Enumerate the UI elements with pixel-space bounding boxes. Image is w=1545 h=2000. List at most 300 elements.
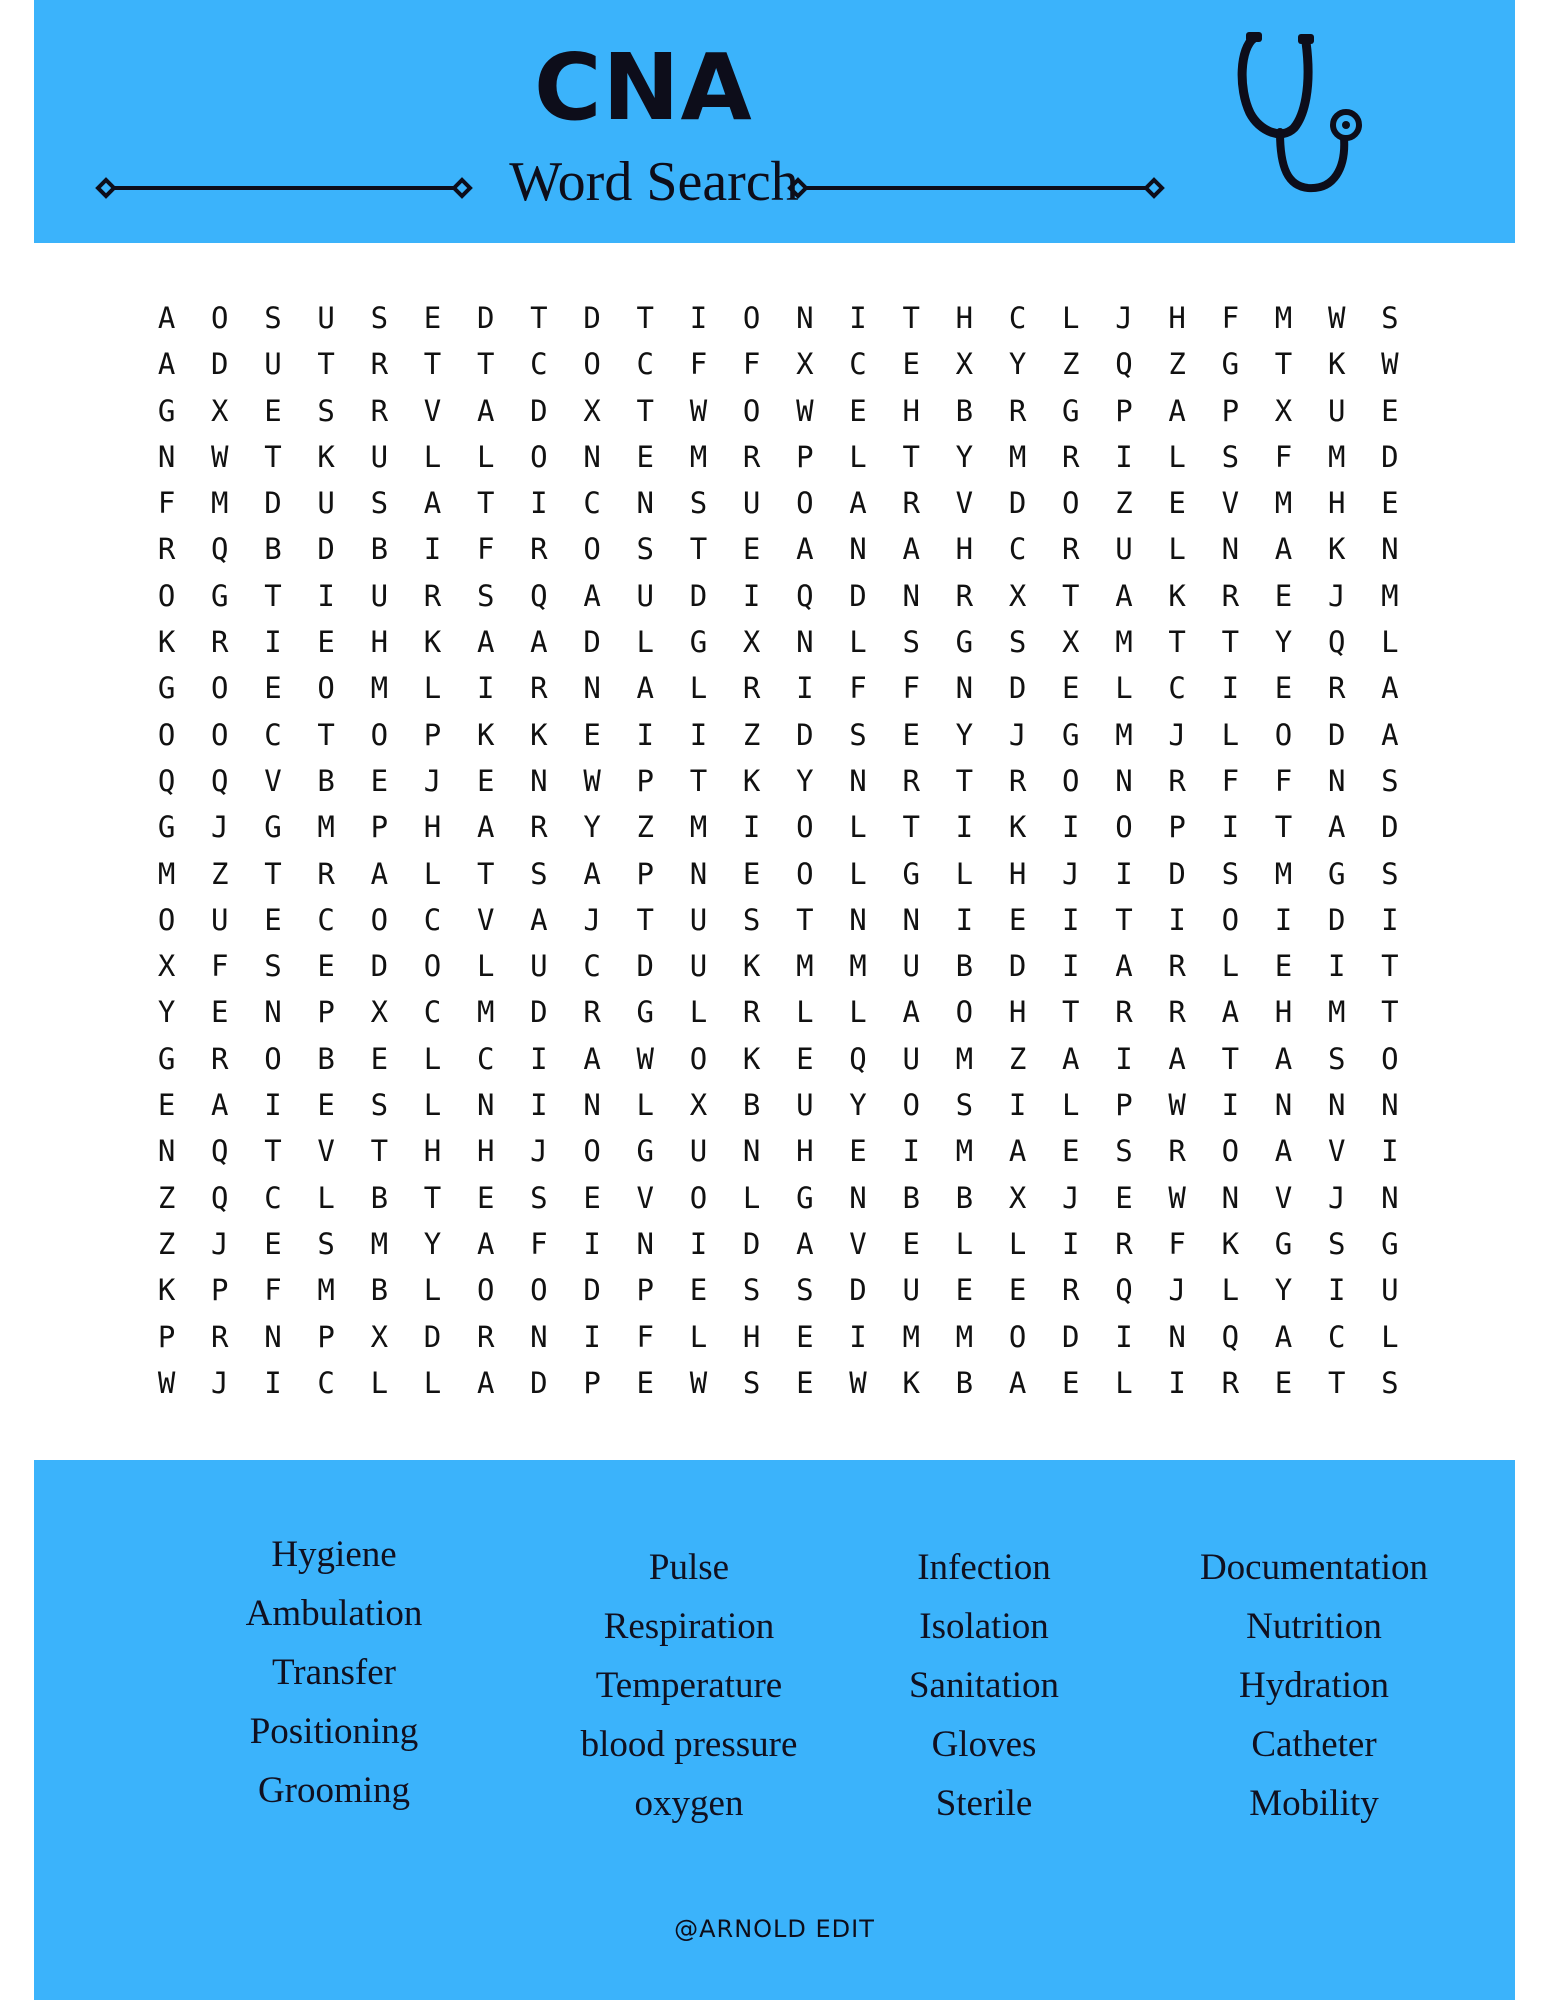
grid-letter: O	[1062, 763, 1080, 798]
grid-letter: N	[530, 763, 548, 798]
grid-letter: L	[1115, 671, 1133, 706]
grid-letter: G	[211, 578, 229, 613]
grid-letter: A	[636, 671, 655, 706]
grid-letter: E	[849, 393, 867, 428]
grid-letter: E	[157, 1088, 176, 1123]
grid-letter: L	[849, 810, 867, 845]
grid-letter: T	[530, 301, 548, 335]
grid-letter: O	[211, 301, 229, 335]
grid-letter: I	[530, 486, 548, 521]
grid-letter: T	[1062, 578, 1080, 613]
word-item: Hygiene	[271, 1534, 397, 1575]
grid-letter: P	[423, 717, 442, 752]
grid-letter: D	[1008, 949, 1027, 984]
grid-letter: V	[423, 393, 442, 428]
grid-letter: C	[1008, 532, 1027, 567]
grid-letter: C	[636, 347, 655, 382]
grid-letter: Z	[742, 717, 761, 752]
grid-letter: G	[1062, 717, 1080, 752]
grid-letter: R	[742, 439, 761, 474]
grid-letter: A	[476, 393, 495, 428]
grid-letter: O	[476, 1273, 495, 1308]
grid-letter: L	[636, 625, 655, 660]
grid-letter: L	[1008, 1226, 1027, 1261]
grid-letter: D	[1008, 671, 1027, 706]
grid-letter: T	[636, 902, 655, 937]
grid-letter: I	[742, 578, 761, 613]
grid-letter: R	[317, 856, 335, 891]
grid-letter: B	[370, 1273, 389, 1308]
grid-letter: Q	[530, 578, 548, 613]
grid-letter: Q	[1115, 347, 1133, 382]
grid-letter: E	[423, 301, 442, 335]
grid-letter: G	[157, 810, 176, 845]
grid-letter: M	[955, 1041, 974, 1076]
grid-letter: O	[689, 1180, 708, 1215]
grid-letter: R	[370, 393, 389, 428]
grid-letter: W	[796, 393, 814, 428]
grid-letter: W	[1168, 1088, 1186, 1123]
grid-letter: N	[902, 578, 920, 613]
word-item: Nutrition	[1246, 1606, 1382, 1647]
stethoscope-icon	[1232, 28, 1382, 198]
grid-letter: R	[1327, 671, 1346, 706]
grid-letter: C	[423, 902, 442, 937]
grid-letter: B	[902, 1180, 920, 1215]
grid-letter: R	[902, 763, 920, 798]
grid-letter: K	[742, 949, 761, 984]
grid-letter: G	[157, 1041, 176, 1076]
grid-letter: A	[1274, 532, 1293, 567]
grid-letter: O	[211, 717, 229, 752]
grid-letter: O	[583, 347, 601, 382]
grid-letter: E	[742, 532, 761, 567]
grid-letter: M	[955, 1134, 974, 1169]
word-item: Grooming	[257, 1770, 411, 1811]
right-divider-ornament	[786, 176, 1166, 200]
grid-letter: I	[1221, 1088, 1240, 1123]
grid-letter: I	[1221, 671, 1240, 706]
grid-letter: T	[902, 301, 920, 335]
grid-letter: O	[1381, 1041, 1399, 1076]
grid-letter: N	[1221, 1180, 1240, 1215]
grid-letter: B	[370, 1180, 389, 1215]
grid-letter: H	[796, 1134, 814, 1169]
grid-letter: M	[317, 810, 335, 845]
grid-letter: B	[317, 1041, 335, 1076]
grid-letter: S	[530, 1180, 548, 1215]
grid-letter: U	[1115, 532, 1133, 567]
grid-letter: I	[849, 301, 867, 335]
grid-letter: E	[1381, 486, 1399, 521]
grid-letter: O	[1008, 1319, 1027, 1354]
grid-letter: I	[1381, 902, 1399, 937]
grid-letter: T	[317, 717, 335, 752]
grid-letter: K	[157, 1273, 176, 1308]
grid-letter: R	[955, 578, 974, 613]
grid-letter: M	[1274, 486, 1293, 521]
grid-letter: E	[1168, 486, 1186, 521]
grid-letter: M	[849, 949, 867, 984]
grid-letter: T	[423, 347, 442, 382]
grid-letter: H	[1168, 301, 1186, 335]
grid-letter: D	[423, 1319, 442, 1354]
grid-letter: U	[370, 439, 389, 474]
page-subtitle: Word Search	[509, 151, 799, 213]
grid-letter: R	[530, 671, 548, 706]
grid-letter: L	[370, 1365, 389, 1400]
grid-letter: J	[1062, 1180, 1080, 1215]
grid-letter: B	[317, 763, 335, 798]
grid-letter: I	[1062, 810, 1080, 845]
grid-letter: M	[1115, 717, 1133, 752]
grid-letter: R	[211, 1041, 229, 1076]
grid-letter: D	[742, 1226, 761, 1261]
grid-letter: G	[902, 856, 920, 891]
grid-letter: N	[796, 625, 814, 660]
grid-letter: H	[1008, 856, 1027, 891]
grid-letter: N	[476, 1088, 495, 1123]
grid-letter: J	[530, 1134, 548, 1169]
grid-letter: N	[689, 856, 708, 891]
grid-letter: A	[530, 625, 548, 660]
grid-letter: S	[955, 1088, 974, 1123]
grid-letter: O	[742, 393, 761, 428]
grid-letter: O	[796, 486, 814, 521]
grid-letter: R	[1062, 1273, 1080, 1308]
grid-letter: V	[955, 486, 974, 521]
grid-letter: C	[264, 1180, 282, 1215]
grid-letter: S	[370, 1088, 389, 1123]
word-item: Infection	[917, 1547, 1051, 1588]
grid-letter: G	[157, 393, 176, 428]
grid-letter: J	[1008, 717, 1027, 752]
grid-letter: N	[955, 671, 974, 706]
grid-letter: T	[317, 347, 335, 382]
grid-letter: L	[1062, 301, 1080, 335]
grid-letter: L	[423, 856, 442, 891]
grid-letter: E	[317, 625, 335, 660]
grid-letter: E	[1062, 1365, 1080, 1400]
grid-letter: E	[796, 1365, 814, 1400]
grid-letter: N	[1115, 763, 1133, 798]
grid-letter: T	[476, 347, 495, 382]
grid-letter: L	[1168, 532, 1186, 567]
grid-letter: H	[955, 532, 974, 567]
grid-letter: D	[1168, 856, 1186, 891]
grid-letter: S	[1008, 625, 1027, 660]
grid-letter: E	[849, 1134, 867, 1169]
grid-letter: K	[1008, 810, 1027, 845]
grid-letter: F	[902, 671, 920, 706]
grid-letter: R	[211, 1319, 229, 1354]
grid-letter: R	[1008, 393, 1027, 428]
grid-letter: R	[1221, 578, 1240, 613]
grid-letter: A	[902, 532, 920, 567]
grid-letter: Z	[1115, 486, 1133, 521]
grid-letter: B	[742, 1088, 761, 1123]
grid-letter: E	[583, 717, 601, 752]
grid-letter: N	[636, 1226, 655, 1261]
grid-letter: L	[317, 1180, 335, 1215]
grid-letter: A	[157, 301, 176, 335]
grid-letter: N	[583, 439, 601, 474]
grid-letter: T	[423, 1180, 442, 1215]
grid-letter: R	[1168, 995, 1186, 1030]
grid-letter: E	[317, 949, 335, 984]
grid-letter: A	[476, 810, 495, 845]
grid-letter: S	[264, 949, 282, 984]
grid-letter: Y	[796, 763, 814, 798]
grid-letter: K	[742, 1041, 761, 1076]
grid-letter: P	[636, 1273, 655, 1308]
grid-letter: K	[1327, 347, 1346, 382]
grid-letter: F	[211, 949, 229, 984]
grid-letter: D	[796, 717, 814, 752]
grid-letter: T	[264, 856, 282, 891]
grid-letter: S	[689, 486, 708, 521]
grid-letter: N	[1274, 1088, 1293, 1123]
grid-letter: R	[1168, 1134, 1186, 1169]
grid-letter: I	[849, 1319, 867, 1354]
grid-letter: A	[1115, 949, 1133, 984]
grid-letter: F	[1221, 763, 1240, 798]
grid-letter: Z	[636, 810, 655, 845]
grid-letter: O	[264, 1041, 282, 1076]
grid-letter: M	[211, 486, 229, 521]
word-column-3	[834, 1538, 1134, 1833]
grid-letter: L	[423, 1273, 442, 1308]
grid-letter: D	[583, 1273, 601, 1308]
grid-letter: L	[476, 439, 495, 474]
grid-letter: M	[796, 949, 814, 984]
grid-letter: E	[317, 1088, 335, 1123]
grid-letter: L	[1221, 717, 1240, 752]
grid-letter: O	[796, 810, 814, 845]
grid-letter: N	[1381, 1180, 1399, 1215]
grid-letter: L	[423, 1088, 442, 1123]
grid-letter: I	[1062, 949, 1080, 984]
grid-letter: X	[157, 949, 176, 984]
grid-letter: I	[1274, 902, 1293, 937]
grid-letter: T	[264, 439, 282, 474]
grid-letter: X	[211, 393, 229, 428]
grid-letter: I	[583, 1226, 601, 1261]
grid-letter: U	[742, 486, 761, 521]
grid-letter: A	[796, 532, 814, 567]
grid-letter: K	[1327, 532, 1346, 567]
grid-letter: K	[1221, 1226, 1240, 1261]
grid-letter: L	[423, 1365, 442, 1400]
grid-letter: U	[317, 486, 335, 521]
grid-letter: I	[1115, 1319, 1133, 1354]
grid-letter: L	[742, 1180, 761, 1215]
grid-letter: M	[370, 671, 389, 706]
grid-letter: V	[1221, 486, 1240, 521]
grid-letter: A	[1168, 393, 1186, 428]
word-item: Respiration	[603, 1606, 775, 1647]
grid-letter: I	[476, 671, 495, 706]
grid-letter: H	[742, 1319, 761, 1354]
grid-letter: Q	[211, 1180, 229, 1215]
grid-letter: S	[1221, 439, 1240, 474]
grid-letter: O	[370, 902, 389, 937]
grid-letter: X	[742, 625, 761, 660]
grid-letter: D	[530, 1365, 548, 1400]
grid-letter: B	[264, 532, 282, 567]
grid-letter: F	[1221, 301, 1240, 335]
grid-letter: E	[370, 1041, 389, 1076]
grid-letter: D	[370, 949, 389, 984]
grid-letter: E	[636, 439, 655, 474]
grid-letter: G	[955, 625, 974, 660]
grid-letter: I	[530, 1041, 548, 1076]
grid-letter: O	[530, 1273, 548, 1308]
grid-letter: M	[1274, 301, 1293, 335]
grid-letter: V	[1327, 1134, 1346, 1169]
grid-letter: M	[955, 1319, 974, 1354]
grid-letter: M	[1274, 856, 1293, 891]
grid-letter: M	[1327, 995, 1346, 1030]
grid-letter: O	[157, 578, 176, 613]
grid-letter: N	[849, 532, 867, 567]
grid-letter: P	[796, 439, 814, 474]
grid-letter: H	[955, 301, 974, 335]
grid-letter: X	[796, 347, 814, 382]
grid-letter: Z	[1168, 347, 1186, 382]
grid-letter: M	[902, 1319, 920, 1354]
grid-letter: E	[1274, 949, 1293, 984]
grid-letter: T	[1221, 1041, 1240, 1076]
grid-letter: V	[636, 1180, 655, 1215]
grid-letter: G	[264, 810, 282, 845]
grid-letter: Z	[211, 856, 229, 891]
grid-letter: W	[211, 439, 229, 474]
grid-letter: M	[1008, 439, 1027, 474]
grid-letter: I	[689, 1226, 708, 1261]
grid-letter: A	[1381, 671, 1399, 706]
grid-letter: E	[211, 995, 229, 1030]
grid-letter: P	[636, 856, 655, 891]
grid-letter: M	[1115, 625, 1133, 660]
grid-letter: Y	[583, 810, 601, 845]
grid-letter: N	[902, 902, 920, 937]
grid-letter: S	[1115, 1134, 1133, 1169]
word-item: blood pressure	[580, 1724, 798, 1765]
grid-letter: J	[211, 810, 229, 845]
grid-letter: R	[370, 347, 389, 382]
grid-letter: I	[1008, 1088, 1027, 1123]
grid-letter: R	[1062, 532, 1080, 567]
grid-letter: K	[902, 1365, 920, 1400]
grid-letter: X	[370, 1319, 389, 1354]
grid-letter: I	[264, 1088, 282, 1123]
word-search-grid	[140, 295, 1410, 1406]
grid-letter: E	[476, 763, 495, 798]
grid-letter: A	[1221, 995, 1240, 1030]
grid-letter: E	[583, 1180, 601, 1215]
grid-letter: I	[689, 301, 708, 335]
grid-letter: T	[689, 532, 708, 567]
grid-letter: S	[742, 1365, 761, 1400]
grid-letter: U	[689, 902, 708, 937]
grid-letter: A	[1274, 1319, 1293, 1354]
grid-letter: D	[583, 301, 601, 335]
grid-letter: O	[1221, 902, 1240, 937]
grid-letter: A	[583, 1041, 601, 1076]
grid-letter: I	[1168, 902, 1186, 937]
grid-letter: I	[1062, 902, 1080, 937]
grid-letter: L	[1062, 1088, 1080, 1123]
grid-letter: I	[955, 902, 974, 937]
grid-letter: A	[476, 625, 495, 660]
grid-letter: N	[583, 671, 601, 706]
grid-letter: M	[689, 810, 708, 845]
grid-letter: M	[157, 856, 176, 891]
word-item: Ambulation	[245, 1593, 423, 1634]
grid-letter: I	[902, 1134, 920, 1169]
grid-letter: L	[1221, 1273, 1240, 1308]
grid-letter: L	[423, 439, 442, 474]
grid-letter: J	[1115, 301, 1133, 335]
grid-letter: C	[849, 347, 867, 382]
grid-letter: S	[1381, 763, 1399, 798]
grid-letter: I	[1327, 949, 1346, 984]
word-item: Temperature	[595, 1665, 783, 1706]
grid-letter: S	[530, 856, 548, 891]
grid-letter: F	[1168, 1226, 1186, 1261]
grid-letter: Q	[1327, 625, 1346, 660]
grid-letter: L	[423, 671, 442, 706]
grid-letter: L	[796, 995, 814, 1030]
grid-letter: K	[1168, 578, 1186, 613]
grid-letter: D	[583, 625, 601, 660]
grid-letter: N	[264, 1319, 282, 1354]
grid-letter: E	[264, 671, 282, 706]
grid-letter: U	[1327, 393, 1346, 428]
grid-letter: T	[1221, 625, 1240, 660]
grid-letter: M	[370, 1226, 389, 1261]
grid-letter: E	[264, 1226, 282, 1261]
grid-letter: C	[423, 995, 442, 1030]
grid-letter: A	[849, 486, 867, 521]
grid-letter: I	[264, 625, 282, 660]
grid-letter: F	[689, 347, 708, 382]
grid-letter: T	[1327, 1365, 1346, 1400]
grid-letter: C	[264, 717, 282, 752]
grid-letter: A	[157, 347, 176, 382]
grid-letter: R	[1008, 763, 1027, 798]
grid-letter: L	[636, 1088, 655, 1123]
grid-letter: P	[317, 995, 335, 1030]
grid-letter: W	[1327, 301, 1346, 335]
grid-letter: M	[317, 1273, 335, 1308]
grid-letter: N	[849, 763, 867, 798]
grid-letter: O	[530, 439, 548, 474]
grid-letter: J	[1327, 578, 1346, 613]
grid-letter: E	[1008, 1273, 1027, 1308]
grid-letter: A	[1008, 1365, 1027, 1400]
grid-letter: D	[636, 949, 655, 984]
grid-letter: R	[423, 578, 442, 613]
grid-letter: N	[583, 1088, 601, 1123]
grid-letter: W	[849, 1365, 867, 1400]
grid-letter: R	[476, 1319, 495, 1354]
grid-letter: T	[370, 1134, 389, 1169]
grid-letter: T	[1115, 902, 1133, 937]
grid-letter: O	[157, 717, 176, 752]
grid-letter: E	[370, 763, 389, 798]
